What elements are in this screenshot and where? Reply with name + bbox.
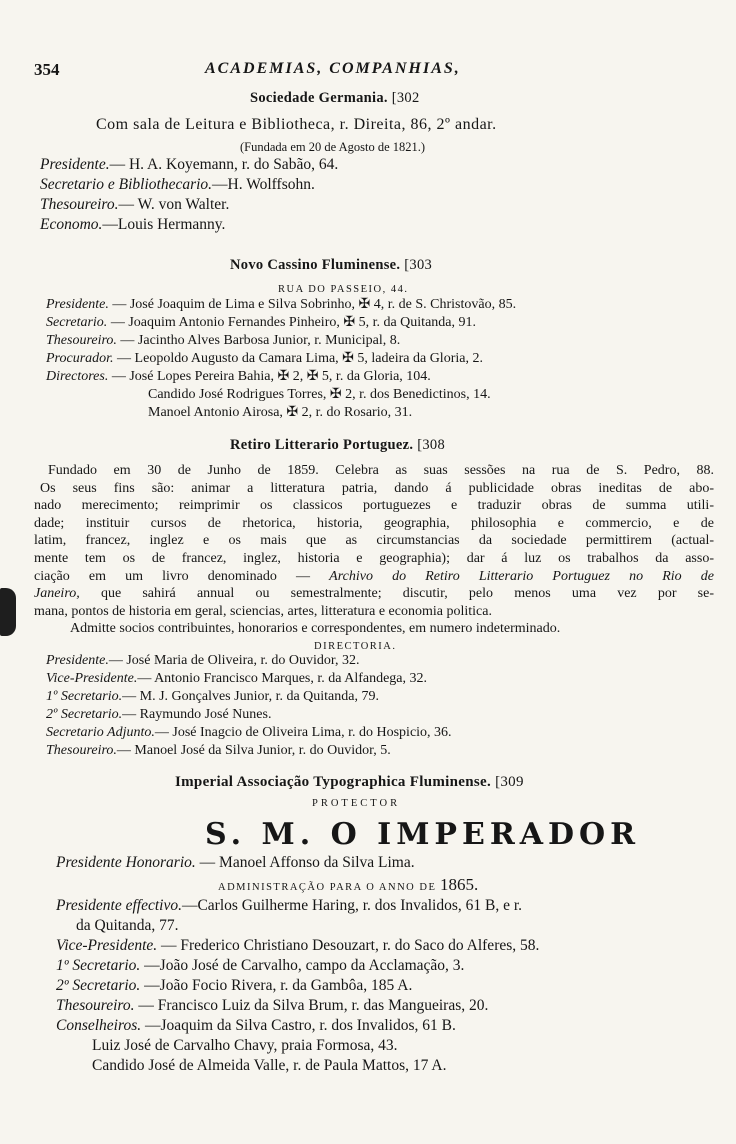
section-309-heading [175,774,524,791]
admin-heading: ADMINISTRAÇÃO PARA O ANNO DE [218,882,437,893]
paragraph-line: Os seus fins são: animar a litteratura patria, dando á publicidade obras ineditas de abo- [40,480,714,496]
officer-line [46,332,400,350]
officer-role: Presidente. [46,297,109,312]
officer-role: 1º Secretario. [56,957,141,974]
officer-role: Economo. [40,216,103,233]
officer-line [46,368,431,386]
officer-role: Secretario. [46,315,108,330]
section-308-paragraph [34,462,714,638]
officer-line [40,216,225,234]
section-302-founded: (Fundada em 20 de Agosto de 1821.) [240,140,426,154]
officer-role: Presidente. [46,653,109,668]
protector-label: PROTECTOR [312,798,401,809]
officer-text: — Raymundo José Nunes. [122,707,272,722]
section-title: Imperial Associação Typographica Fluminense. [175,774,491,790]
officer-text: — Antonio Francisco Marques, r. da Alfandega, 32. [137,671,428,686]
paragraph-line: Fundado em 30 de Junho de 1859. Celebra as suas sessões na rua de S. Pedro, 88. [48,463,714,478]
officer-text: —João José de Carvalho, campo da Acclamação, 3. [144,957,465,974]
admin-heading-line [218,876,478,897]
officer-role: Vice-Presidente. [46,671,138,686]
text-run: ciação em um livro denominado — [34,568,311,584]
officer-line [56,957,464,975]
section-303-heading [230,257,432,274]
section-title: Retiro Litterario Portuguez. [230,437,414,453]
officer-text: — Frederico Christiano Desouzart, r. do Saco do Alferes, 58. [161,937,540,954]
officer-text: — Francisco Luiz da Silva Brum, r. das Mangueiras, 20. [138,997,489,1014]
officer-line [56,1017,456,1035]
section-302-subtitle: Com sala de Leitura e Bibliotheca, r. Direita, 86, 2º andar. [96,116,497,133]
officer-line [46,296,516,314]
officer-role: 2º Secretario. [56,977,141,994]
paragraph-line: dade; instituir cursos de rhetorica, historia, geographia, philosophia e commercio, e de [34,515,714,531]
officer-role: Thesoureiro. [46,333,117,348]
running-title: ACADEMIAS, COMPANHIAS, [205,60,461,77]
paragraph-line [34,585,714,603]
officer-line [56,897,522,915]
officer-line [46,724,452,742]
council-line: Candido José de Almeida Valle, r. de Paula Mattos, 17 A. [92,1057,447,1074]
officer-role: Presidente Honorario. [56,854,196,871]
archive-title: Janeiro, [34,586,80,602]
page-number: 354 [34,60,60,79]
officer-role: Vice-Presidente. [56,937,158,954]
director-line: Manoel Antonio Airosa, ✠ 2, r. do Rosario, 31. [148,405,413,420]
officer-line [56,937,539,955]
emperor-title: S. M. O IMPERADOR [205,817,641,852]
officer-text: — H. A. Koyemann, r. do Sabão, 64. [109,156,339,173]
section-title: Sociedade Germania. [250,90,388,106]
officer-text: —Louis Hermanny. [102,216,226,233]
officer-line [46,652,359,670]
paragraph-line: Admitte socios contribuintes, honorarios e correspondentes, em numero indeterminado. [70,621,561,637]
officer-line [46,350,483,368]
officer-role: Presidente effectivo. [56,897,182,914]
section-number: [303 [404,257,433,273]
paragraph-line [34,568,714,586]
section-number: [302 [391,90,420,106]
officer-text: —H. Wolffsohn. [212,176,315,193]
officer-text: — Leopoldo Augusto da Camara Lima, ✠ 5, ladeira da Gloria, 2. [117,351,483,366]
officer-role: Secretario Adjunto. [46,725,155,740]
officer-line [40,156,338,174]
officer-role: Presidente. [40,156,110,173]
officer-role: Procurador. [46,351,114,366]
directoria-heading: DIRECTORIA. [314,641,397,652]
officer-line [56,997,488,1015]
section-number: [309 [495,774,524,790]
officer-text: — José Joaquim de Lima e Silva Sobrinho, ✠ 4, r. de S. Christovão, 85. [112,297,517,312]
officer-line [40,196,229,214]
officer-role: Directores. [46,369,109,384]
paragraph-line: mana, pontos de historia em geral, sciencias, artes, litteratura e economia politica. [34,603,492,619]
margin-mark [0,588,16,636]
officer-text: — José Maria de Oliveira, r. do Ouvidor, 32. [108,653,360,668]
paragraph-line: nado merecimento; reimprimir os classicos portuguezes e traduzir obras de summa utili- [34,498,714,514]
officer-role: 2º Secretario. [46,707,123,722]
council-line: Luiz José de Carvalho Chavy, praia Formosa, 43. [92,1037,398,1054]
officer-text: —Carlos Guilherme Haring, r. dos Invalidos, 61 B, e r. [181,897,523,914]
officer-line [56,977,412,995]
paragraph-line: mente tem os de francez, inglez, historia e geographia); dar á luz os trabalhos da asso- [34,550,714,566]
officer-text: — Manoel José da Silva Junior, r. do Ouvidor, 5. [116,743,391,758]
officer-text: — Joaquim Antonio Fernandes Pinheiro, ✠ 5, r. da Quitanda, 91. [110,315,477,330]
officer-text: — José Lopes Pereira Bahia, ✠ 2, ✠ 5, r. da Gloria, 104. [111,369,431,384]
officer-role: Conselheiros. [56,1017,142,1034]
officer-role: Thesoureiro. [56,997,135,1014]
section-number: [308 [417,437,445,453]
officer-line [46,742,391,760]
officer-line [46,706,271,724]
officer-text: —João Focio Rivera, r. da Gambôa, 185 A. [144,977,413,994]
paragraph-line: latim, francez, inglez e os mais que as circumstancias da sociedade permittirem (actual- [34,533,714,549]
section-308-heading [230,437,445,454]
section-302-heading [250,90,420,107]
officer-text: — Manoel Affonso da Silva Lima. [199,854,415,871]
section-title: Novo Cassino Fluminense. [230,257,401,273]
text-run: que sahirá annual ou semestralmente; discutir, pelo menos uma vez por se- [100,586,715,602]
officer-text: — Jacintho Alves Barbosa Junior, r. Municipal, 8. [120,333,401,348]
admin-year: 1865. [440,875,479,894]
officer-line [46,314,476,332]
officer-text: —Joaquim da Silva Castro, r. dos Invalidos, 61 B. [144,1017,456,1034]
officer-line-cont: da Quitanda, 77. [76,917,179,934]
officer-role: Thesoureiro. [40,196,119,213]
section-303-address: RUA DO PASSEIO, 44. [278,284,409,295]
officer-line [40,176,315,194]
officer-text: — W. von Walter. [118,196,230,213]
officer-role: Secretario e Bibliothecario. [40,176,213,193]
archive-title: Archivo do Retiro Litterario Portuguez no Rio de [329,568,715,584]
director-line: Candido José Rodrigues Torres, ✠ 2, r. dos Benedictinos, 14. [148,387,491,402]
officer-text: — M. J. Gonçalves Junior, r. da Quitanda, 79. [122,689,379,704]
officer-role: Thesoureiro. [46,743,117,758]
officer-line [46,688,379,706]
officer-line [46,670,427,688]
officer-role: 1º Secretario. [46,689,123,704]
officer-text: — José Inagcio de Oliveira Lima, r. do Hospicio, 36. [154,725,452,740]
officer-line [56,854,415,872]
